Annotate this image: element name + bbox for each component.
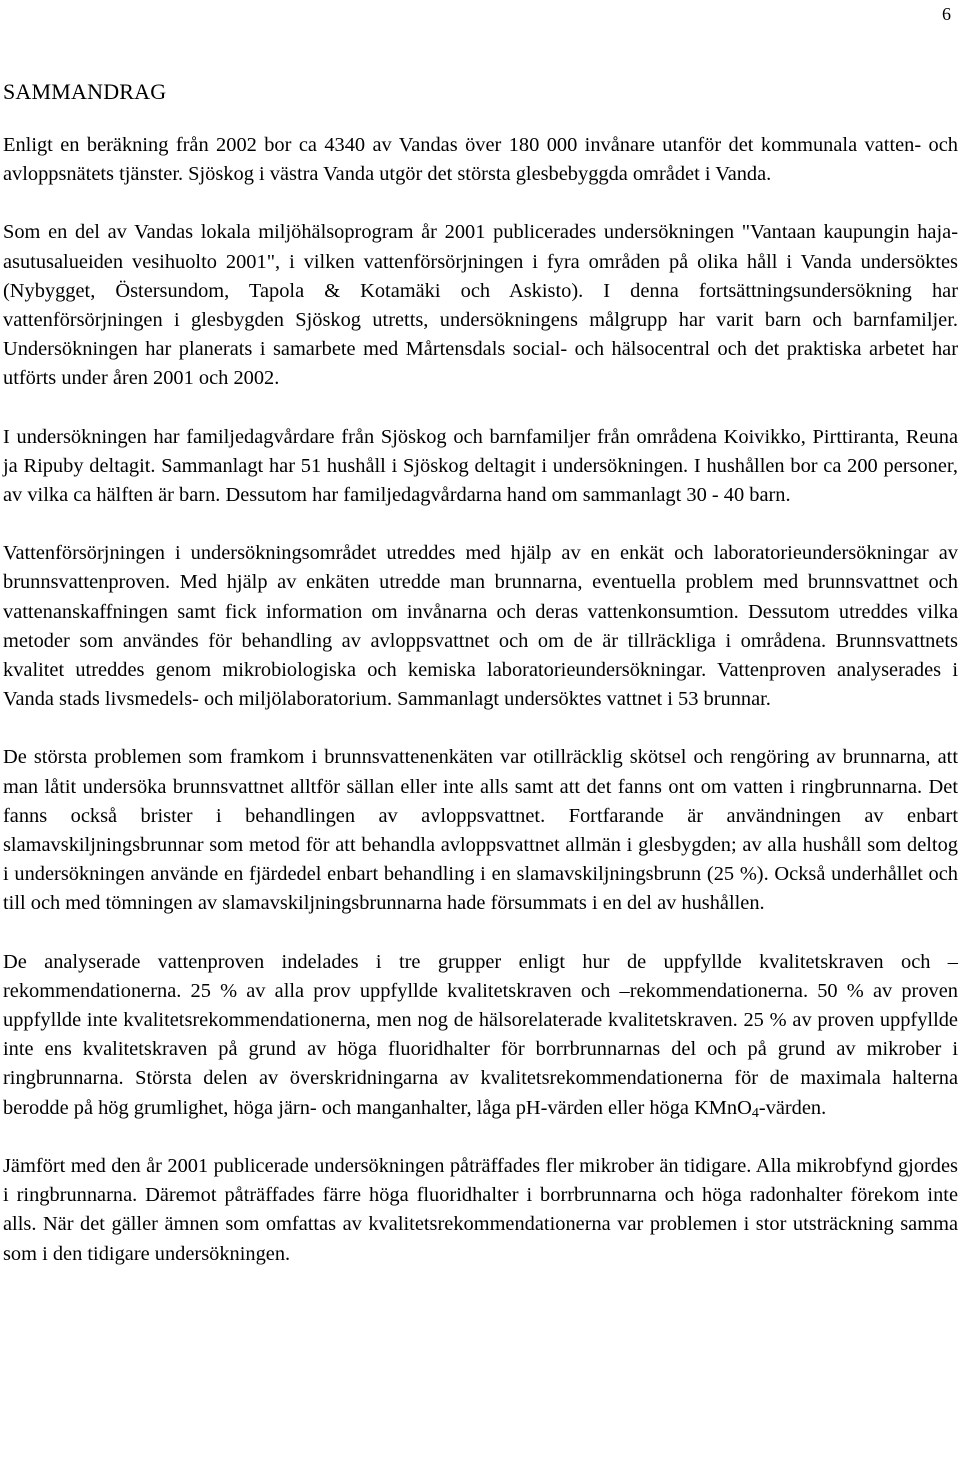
paragraph-water-quality [3, 948, 958, 1123]
page-number: 6 [942, 4, 951, 24]
paragraph-problems: De största problemen som framkom i brunnsvattenenkäten var otillräcklig skötsel och rengöring av brunnarna, att man låtit undersöka brunnsvattnet alltför sällan eller inte alls samt att det fanns ont om vatten i ringbrunnarna. Det fanns också brister i behandlingen av avloppsvattnet. Fortfarande är användningen av enbart slamavskiljningsbrunnar som metod för att behandla avloppsvattnet allmän i glesbygden; av alla hushåll som deltog i undersökningen använde en fjärdedel enbart behandling i en slamavskiljningsbrunn (25 %). Också underhållet och till och med tömningen av slamavskiljningsbrunnarna hade försummats i en del av hushållen. [3, 746, 958, 915]
paragraph-background: Som en del av Vandas lokala miljöhälsoprogram år 2001 publicerades undersökningen "Vantaan kaupungin haja-asutusalueiden vesihuolto 2001", i vilken vattenförsörjningen i fyra områden på olika håll i Vanda undersöktes (Nybygget, Östersundom, Tapola & Kotamäki och Askisto). I denna fortsättningsundersökning har vattenförsörjningen i glesbygden Sjöskog utretts, undersökningens målgrupp har varit barn och barnfamiljer. Undersökningen har planerats i samarbete med Mårtensdals social- och hälsocentral och det praktiska arbetet har utförts under åren 2001 och 2002. [3, 221, 958, 390]
paragraph-participants: I undersökningen har familjedagvårdare från Sjöskog och barnfamiljer från områdena Koivikko, Pirttiranta, Reuna ja Ripuby deltagit. Sammanlagt har 51 hushåll i Sjöskog deltagit i undersökningen. I hushållen bor ca 200 personer, av vilka ca hälften är barn. Dessutom har familjedagvårdarna hand om sammanlagt 30 - 40 barn. [3, 425, 958, 507]
document-body [3, 131, 958, 1269]
water-quality-tail: -värden. [758, 1096, 827, 1119]
paragraph-intro: Enligt en beräkning från 2002 bor ca 4340 av Vandas över 180 000 invånare utanför det kommunala vatten- och avloppsnätets tjänster. Sjöskog i västra Vanda utgör det största glesbebyggda området i Vanda. [3, 134, 958, 186]
kmno4-subscript: 4 [751, 1105, 759, 1121]
paragraph-methods: Vattenförsörjningen i undersökningsområdet utreddes med hjälp av en enkät och laboratorieundersökningar av brunnsvattenproven. Med hjälp av enkäten utredde man brunnarna, eventuella problem med brunnsvattnet och vattenanskaffningen samt fick information om invånarna och deras vattenkonsumtion. Dessutom utreddes vilka metoder som användes för behandling av avloppsvattnet och om de är tillräckliga i områdena. Brunnsvattnets kvalitet utreddes genom mikrobiologiska och kemiska laboratorieundersökningar. Vattenproven analyserades i Vanda stads livsmedels- och miljölaboratorium. Sammanlagt undersöktes vattnet i 53 brunnar. [3, 542, 958, 711]
water-quality-text: De analyserade vattenproven indelades i tre grupper enligt hur de uppfyllde kvalitetskraven och –rekommendationerna. 25 % av alla prov uppfyllde kvalitetskraven och –rekommendationerna. 50 % av proven uppfyllde inte kvalitetsrekommendationerna, men nog de hälsorelaterade kvalitetskraven. 25 % av proven uppfyllde inte ens kvalitetskraven på grund av höga fluoridhalter för borrbrunnarnas del och på grund av mikrober i ringbrunnarna. Största delen av överskridningarna av kvalitetsrekommendationerna för de maximala halterna berodde på hög grumlighet, höga järn- och manganhalter, låga pH-värden eller höga KMnO [3, 950, 958, 1119]
paragraph-comparison: Jämfört med den år 2001 publicerade undersökningen påträffades fler mikrober än tidigare. Alla mikrobfynd gjordes i ringbrunnarna. Däremot påträffades färre höga fluoridhalter i borrbrunnarna och höga radonhalter förekom inte alls. När det gäller ämnen som omfattas av kvalitetsrekommendationerna var problemen i stor utsträckning samma som i den tidigare undersökningen. [3, 1154, 958, 1265]
page-heading: SAMMANDRAG [3, 79, 167, 104]
